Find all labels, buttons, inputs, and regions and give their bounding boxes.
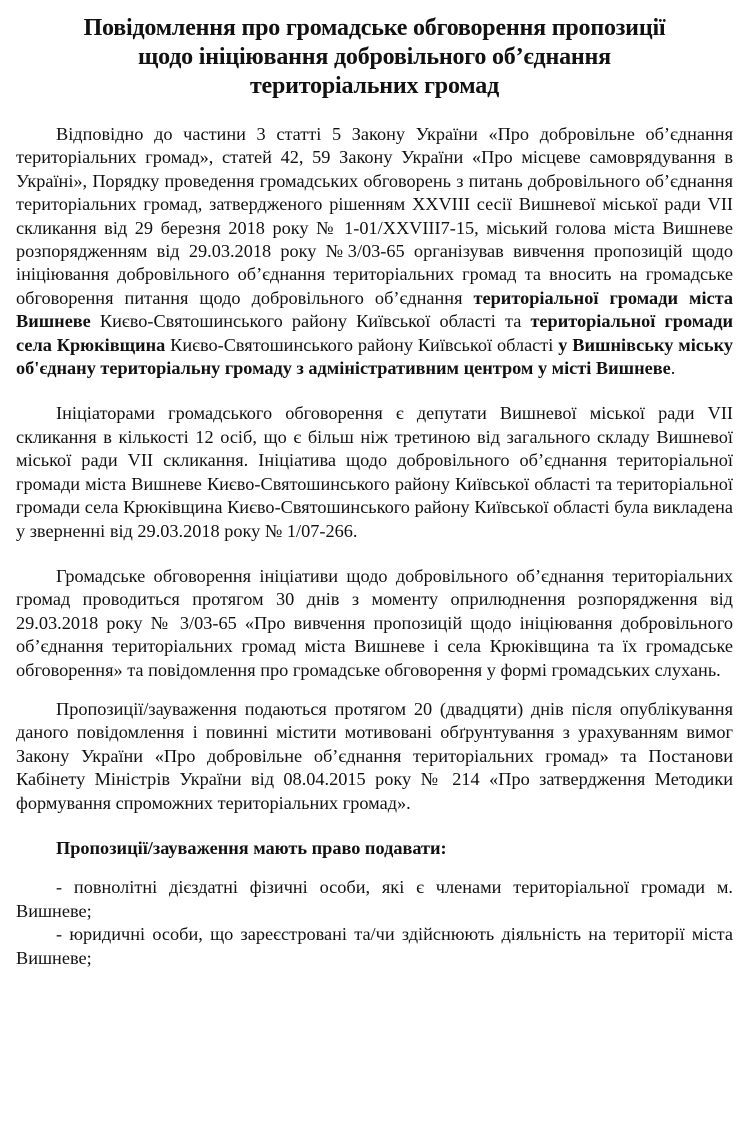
subheading-who-may-submit: Пропозиції/зауваження мають право подавати: [56, 837, 447, 858]
paragraph-submission-rules: Пропозиції/зауваження подаються протягом 20 (двадцяти) днів після опублікування даного повідомлення і повинні містити мотивовані обґрунтування з урахуванням вимог Закону України «Про добровільне об’єднання територіальних громад» та Постанови Кабінету Міністрів України від 08.04.2015 року № 214 «Про затвердження Методики формування спроможних територіальних громад». [16, 698, 733, 813]
paragraph-1-text-b: Києво-Святошинського району Київської області та [90, 311, 531, 332]
paragraph-discussion-period: Громадське обговорення ініціативи щодо добровільного об’єднання територіальних громад проводиться протягом 30 днів з моменту оприлюднення розпорядження від 29.03.2018 року № 3/03-65 «Про вивчення пропозицій щодо ініціювання добровільного об’єднання територіальних громад міста Вишневе і села Крюківщина та їх громадське обговорення» та повідомлення про громадське обговорення у формі громадських слухань. [16, 565, 733, 680]
title-line-1: Повідомлення про громадське обговорення пропозиції [83, 15, 666, 41]
paragraph-legal-basis [16, 123, 733, 380]
eligible-submitters-list [16, 876, 733, 970]
title-line-3: територіальних громад [249, 73, 500, 99]
title-line-2: щодо ініціювання добровільного об’єднання [138, 44, 611, 70]
document-title [16, 14, 733, 101]
list-item: - юридичні особи, що зареєстровані та/чи здійснюють діяльність на території міста Вишневе; [16, 924, 733, 968]
paragraph-1-text-a: Відповідно до частини 3 статті 5 Закону України «Про добровільне об’єднання територіальних громад», статей 42, 59 Закону України «Про місцеве самоврядування в Україні», Порядку проведення громадських обговорень з питань добровільного об’єднання територіальних громад, затвердженого рішенням XXVIII сесії Вишневої міської ради VII скликання від 29 березня 2018 року № 1-01/XXVIII7-15, міський голова міста Вишневе розпорядженням від 29.03.2018 року №3/03-65 організував вивчення пропозицій щодо ініціювання добровільного об’єднання територіальних громад та вносить на громадське обговорення питання щодо добровільного об’єднання [16, 124, 733, 308]
paragraph-1-text-d: . [670, 358, 676, 379]
list-item: - повнолітні дієздатні фізичні особи, які є членами територіальної громади м. Вишневе; [16, 877, 733, 921]
paragraph-1-text-c: Києво-Святошинського району Київської області [165, 334, 559, 355]
document-page [16, 14, 733, 970]
paragraph-1-bold-united-community: у Вишнівську міську об'єднану територіальну громаду з адміністративним центром у місті Вишневе [16, 334, 733, 379]
paragraph-1-bold-kriukivshchyna: територіальної громади села Крюківщина [16, 311, 733, 355]
paragraph-1-bold-vyshneve: територіальної громади міста Вишневе [16, 287, 733, 332]
paragraph-initiators: Ініціаторами громадського обговорення є депутати Вишневої міської ради VII скликання в кількості 12 осіб, що є більш ніж третиною від загального складу Вишневої міської ради VII скликання. Ініціатива щодо добровільного об’єднання територіальної громади міста Вишневе Києво-Святошинського району Київської області та територіальної громади села Крюківщина Києво-Святошинського району Київської області була викладена у зверненні від 29.03.2018 року № 1/07-266. [16, 403, 733, 541]
